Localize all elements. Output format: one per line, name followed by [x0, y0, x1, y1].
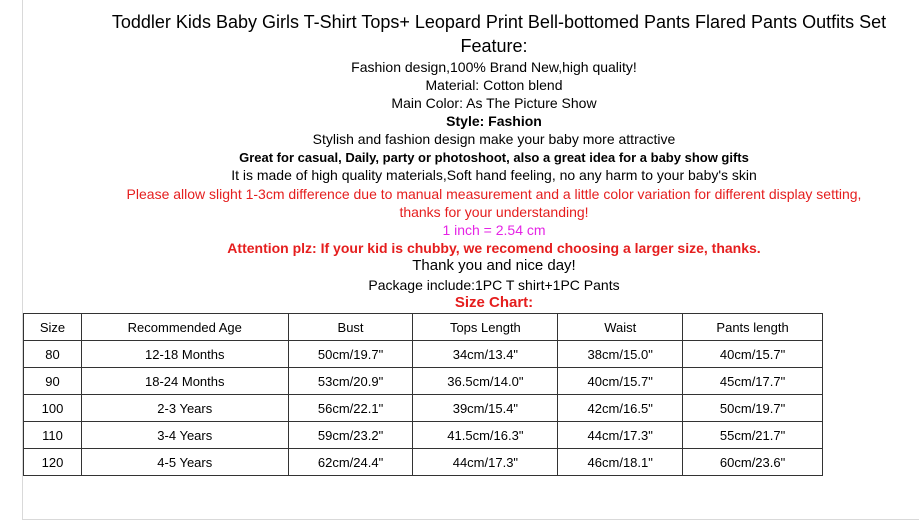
color-line: Main Color: As The Picture Show [391, 95, 597, 111]
table-header-row [24, 314, 823, 341]
material-line: Material: Cotton blend [425, 77, 563, 93]
cell-bust: 59cm/23.2" [288, 422, 413, 449]
header-waist: Waist [558, 314, 683, 341]
cell-waist: 44cm/17.3" [558, 422, 683, 449]
size-chart-table [23, 313, 823, 476]
cell-age: 2-3 Years [81, 395, 288, 422]
difference-line: Please allow slight 1-3cm difference due to manual measurement and a little color variation for different display setting, [126, 186, 862, 202]
header-pants-length: Pants length [683, 314, 823, 341]
cell-waist: 42cm/16.5" [558, 395, 683, 422]
cell-age: 12-18 Months [81, 341, 288, 368]
nice-day-line: Thank you and nice day! [412, 257, 576, 274]
cell-bust: 53cm/20.9" [288, 368, 413, 395]
cell-age: 3-4 Years [81, 422, 288, 449]
cell-tops-length: 41.5cm/16.3" [413, 422, 558, 449]
header-size: Size [24, 314, 82, 341]
cell-size: 100 [24, 395, 82, 422]
table-row [24, 395, 823, 422]
cell-pants-length: 50cm/19.7" [683, 395, 823, 422]
table-row [24, 449, 823, 476]
casual-line: Great for casual, Daily, party or photoshoot, also a great idea for a baby show gifts [239, 150, 749, 165]
cell-pants-length: 60cm/23.6" [683, 449, 823, 476]
cell-bust: 56cm/22.1" [288, 395, 413, 422]
cell-age: 4-5 Years [81, 449, 288, 476]
cell-size: 80 [24, 341, 82, 368]
package-line: Package include:1PC T shirt+1PC Pants [368, 277, 620, 293]
table-row [24, 368, 823, 395]
cell-pants-length: 55cm/21.7" [683, 422, 823, 449]
inch-conversion-line: 1 inch = 2.54 cm [442, 222, 546, 238]
cell-pants-length: 40cm/15.7" [683, 341, 823, 368]
cell-waist: 46cm/18.1" [558, 449, 683, 476]
cell-bust: 62cm/24.4" [288, 449, 413, 476]
cell-size: 120 [24, 449, 82, 476]
header-bust: Bust [288, 314, 413, 341]
table-row [24, 341, 823, 368]
header-recommended-age: Recommended Age [81, 314, 288, 341]
cell-tops-length: 39cm/15.4" [413, 395, 558, 422]
table-row [24, 422, 823, 449]
cell-tops-length: 44cm/17.3" [413, 449, 558, 476]
cell-waist: 38cm/15.0" [558, 341, 683, 368]
cell-waist: 40cm/15.7" [558, 368, 683, 395]
cell-size: 110 [24, 422, 82, 449]
cell-bust: 50cm/19.7" [288, 341, 413, 368]
stylish-line: Stylish and fashion design make your baby more attractive [312, 131, 676, 147]
fashion-line: Fashion design,100% Brand New,high quality! [351, 59, 637, 75]
header-tops-length: Tops Length [413, 314, 558, 341]
cell-tops-length: 36.5cm/14.0" [413, 368, 558, 395]
cell-size: 90 [24, 368, 82, 395]
attention-line: Attention plz: If your kid is chubby, we recomend choosing a larger size, thanks. [227, 240, 761, 256]
feature-heading: Feature: [460, 36, 528, 56]
cell-tops-length: 34cm/13.4" [413, 341, 558, 368]
cell-pants-length: 45cm/17.7" [683, 368, 823, 395]
thanks-understanding-line: thanks for your understanding! [399, 204, 589, 220]
product-title: Toddler Kids Baby Girls T-Shirt Tops+ Leopard Print Bell-bottomed Pants Flared Pants Outfits Set [111, 12, 887, 32]
cell-age: 18-24 Months [81, 368, 288, 395]
quality-line: It is made of high quality materials,Soft hand feeling, no any harm to your baby's skin [231, 167, 757, 183]
style-line: Style: Fashion [446, 113, 542, 129]
size-chart-heading: Size Chart: [454, 294, 534, 311]
